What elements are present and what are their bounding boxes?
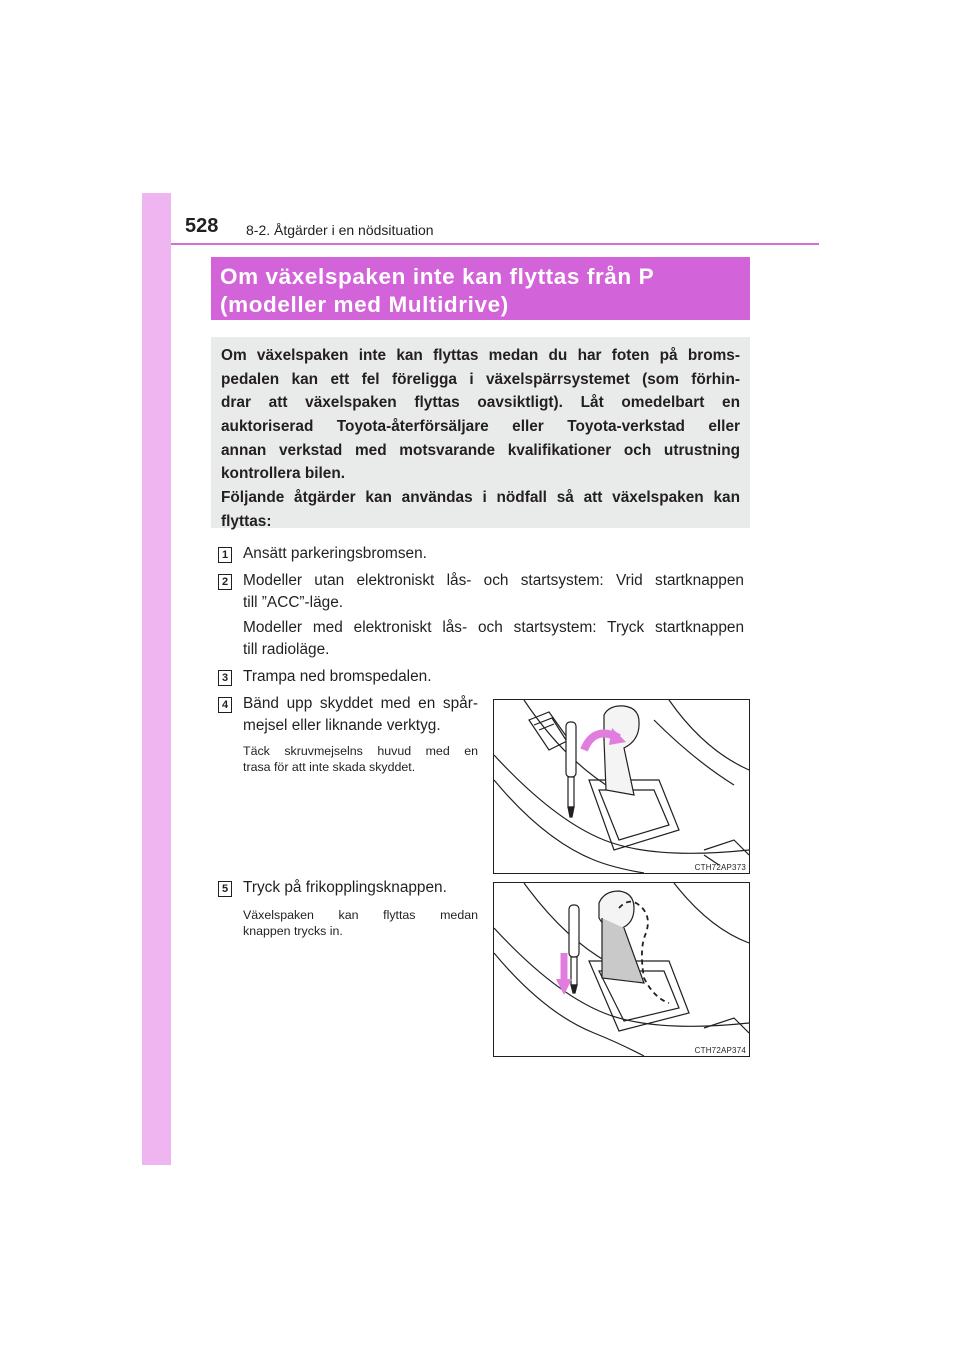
step-line: till radioläge. xyxy=(243,641,330,658)
intro-line: flyttas: xyxy=(221,512,272,530)
intro-line: pedalen kan ett fel föreligga i växelspärrsystemet (som förhin- xyxy=(221,370,740,388)
intro-line: drar att växelspaken flyttas oavsiktligt). Låt omedelbart en xyxy=(221,394,740,412)
note-line: Täck skruvmejselns huvud med en xyxy=(243,744,478,758)
step-number-4: 4 xyxy=(218,697,232,713)
step-line: Modeller utan elektroniskt lås- och startsystem: Vrid startknappen xyxy=(243,572,744,589)
topic-title-line-2: (modeller med Multidrive) xyxy=(220,292,509,317)
intro-line: Följande åtgärder kan användas i nödfall så att växelspaken kan xyxy=(221,489,740,507)
step-2-extra-text xyxy=(243,617,744,661)
step-line: mejsel eller liknande verktyg. xyxy=(243,717,441,734)
screwdriver-pry-cover-illustration xyxy=(494,700,749,873)
intro-box xyxy=(211,337,750,528)
intro-line: kontrollera bilen. xyxy=(221,465,346,483)
step-line: Ansätt parkeringsbromsen. xyxy=(243,545,427,562)
page-number: 528 xyxy=(185,215,219,237)
note-line: trasa för att inte skada skyddet. xyxy=(243,759,416,774)
step-line: Trampa ned bromspedalen. xyxy=(243,668,432,685)
step-3-text xyxy=(243,666,432,688)
step-5-note xyxy=(243,908,478,939)
section-title: 8-2. Åtgärder i en nödsituation xyxy=(246,222,434,238)
intro-line: auktoriserad Toyota-återförsäljare eller Toyota-verkstad eller xyxy=(221,418,740,436)
step-line: Tryck på frikopplingsknappen. xyxy=(243,879,447,896)
topic-title-box xyxy=(211,257,750,320)
step-1-text xyxy=(243,543,427,565)
figure-code: CTH72AP374 xyxy=(694,1046,746,1055)
step-number-2: 2 xyxy=(218,574,232,590)
intro-line: Om växelspaken inte kan flyttas medan du har foten på broms- xyxy=(221,347,740,364)
note-line: Växelspaken kan flyttas medan xyxy=(243,908,478,922)
step-line: till ”ACC”-läge. xyxy=(243,594,344,611)
step-4-text xyxy=(243,693,478,737)
step-number-1: 1 xyxy=(218,547,232,563)
step-5-text xyxy=(243,877,447,899)
figure-pry-cover xyxy=(493,699,750,874)
screwdriver-press-release-button-illustration xyxy=(494,883,749,1056)
header-divider xyxy=(171,243,819,245)
step-4-note xyxy=(243,744,478,775)
note-line: knappen trycks in. xyxy=(243,923,343,938)
intro-line: annan verkstad med motsvarande kvalifikationer och utrustning xyxy=(221,441,740,459)
chapter-side-strip xyxy=(142,193,171,1165)
step-number-5: 5 xyxy=(218,881,232,897)
step-number-3: 3 xyxy=(218,670,232,686)
step-line: Modeller med elektroniskt lås- och startsystem: Tryck startknappen xyxy=(243,619,744,636)
figure-code: CTH72AP373 xyxy=(694,863,746,872)
topic-title-line-1: Om växelspaken inte kan flyttas från P xyxy=(220,264,655,289)
step-line: Bänd upp skyddet med en spår- xyxy=(243,695,478,712)
step-2-text xyxy=(243,570,744,614)
figure-press-release xyxy=(493,882,750,1057)
